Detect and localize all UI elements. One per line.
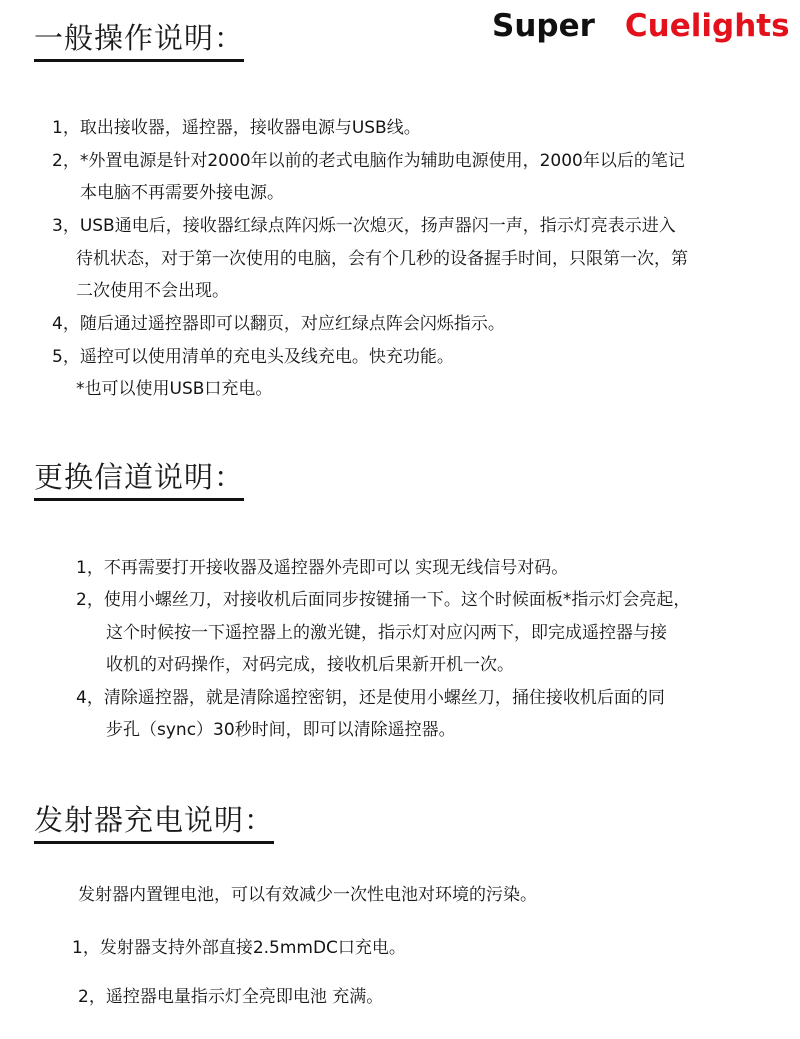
text-line: *也可以使用USB口充电。 — [76, 379, 273, 399]
text-line: 待机状态，对于第一次使用的电脑，会有个几秒的设备握手时间，只限第一次，第 — [76, 249, 688, 269]
logo-word-cuelights: Cuelights — [624, 8, 790, 44]
section-title-transmitter-charging: 发射器充电说明： — [34, 798, 274, 844]
text-line: 这个时候按一下遥控器上的激光键，指示灯对应闪两下，即完成遥控器与接 — [106, 623, 667, 643]
text-line: 2，遥控器电量指示灯全亮即电池 充满。 — [78, 987, 384, 1007]
text-line: 本电脑不再需要外接电源。 — [80, 183, 284, 203]
text-line: 步孔（sync）30秒时间，即可以清除遥控器。 — [106, 720, 456, 740]
text-line: 二次使用不会出现。 — [76, 281, 229, 301]
text-line: 1，取出接收器，遥控器，接收器电源与USB线。 — [52, 118, 421, 138]
section-title-channel-change: 更换信道说明： — [34, 455, 244, 501]
text-line: 发射器内置锂电池，可以有效减少一次性电池对环境的污染。 — [78, 885, 537, 905]
text-line: 5，遥控可以使用清单的充电头及线充电。快充功能。 — [52, 347, 454, 367]
text-line: 3，USB通电后，接收器红绿点阵闪烁一次熄灭，扬声器闪一声，指示灯亮表示进入 — [52, 216, 676, 236]
section-title-general-operation: 一般操作说明： — [34, 16, 244, 62]
logo-word-super: Super — [492, 8, 595, 44]
logo — [492, 8, 790, 44]
text-line: 4，清除遥控器，就是清除遥控密钥，还是使用小螺丝刀，捅住接收机后面的同 — [76, 688, 665, 708]
text-line: 1，不再需要打开接收器及遥控器外壳即可以 实现无线信号对码。 — [76, 558, 569, 578]
text-line: 2，*外置电源是针对2000年以前的老式电脑作为辅助电源使用，2000年以后的笔记 — [52, 151, 685, 171]
text-line: 4，随后通过遥控器即可以翻页，对应红绿点阵会闪烁指示。 — [52, 314, 505, 334]
text-line: 1，发射器支持外部直接2.5mmDC口充电。 — [72, 938, 406, 958]
text-line: 2，使用小螺丝刀，对接收机后面同步按键捅一下。这个时候面板*指示灯会亮起， — [76, 590, 691, 610]
text-line: 收机的对码操作，对码完成，接收机后果新开机一次。 — [106, 655, 514, 675]
